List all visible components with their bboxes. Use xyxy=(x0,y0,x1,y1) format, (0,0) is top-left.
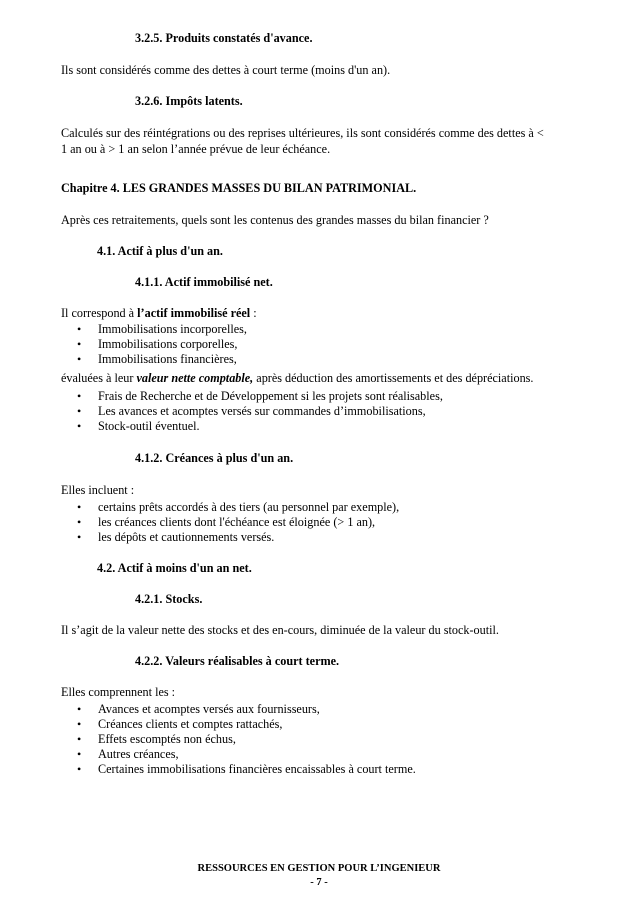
paragraph-4-2-2-intro: Elles comprennent les : xyxy=(61,685,176,699)
bullet-icon: • xyxy=(77,352,82,366)
list-actif-immobilise-extra xyxy=(61,389,443,434)
list-item: • Autres créances, xyxy=(77,747,179,761)
list-item: • Créances clients et comptes rattachés, xyxy=(77,717,283,731)
list-item: • Certaines immobilisations financières encaissables à court terme. xyxy=(77,762,416,776)
list-item: • Frais de Recherche et de Développement si les projets sont réalisables, xyxy=(77,389,443,403)
bullet-icon: • xyxy=(77,515,82,529)
bullet-icon: • xyxy=(77,389,82,403)
paragraph-3-2-6-line1: Calculés sur des réintégrations ou des reprises ultérieures, ils sont considérés comme des dettes à < xyxy=(61,126,544,140)
heading-3-2-5: 3.2.5. Produits constatés d'avance. xyxy=(135,31,313,45)
bullet-icon: • xyxy=(77,404,82,418)
list-item: • les créances clients dont l'échéance est éloignée (> 1 an), xyxy=(77,515,376,529)
list-valeurs-realisables xyxy=(61,702,416,777)
list-item: • certains prêts accordés à des tiers (au personnel par exemple), xyxy=(77,500,400,514)
chapter-title: Chapitre 4. LES GRANDES MASSES DU BILAN PATRIMONIAL. xyxy=(61,181,417,195)
bullet-icon: • xyxy=(77,717,82,731)
list-item: • Immobilisations incorporelles, xyxy=(77,322,247,336)
bullet-icon: • xyxy=(77,702,82,716)
list-item: • Immobilisations corporelles, xyxy=(77,337,238,351)
list-item: • les dépôts et cautionnements versés. xyxy=(77,530,275,544)
bullet-icon: • xyxy=(77,732,82,746)
heading-4-2: 4.2. Actif à moins d'un an net. xyxy=(97,561,252,575)
list-item: • Immobilisations financières, xyxy=(77,352,237,366)
paragraph-4-2-1: Il s’agit de la valeur nette des stocks et des en-cours, diminuée de la valeur du stock-outil. xyxy=(61,623,499,637)
list-item: • Stock-outil éventuel. xyxy=(77,419,200,433)
heading-4-2-2: 4.2.2. Valeurs réalisables à court terme. xyxy=(135,654,340,668)
footer-title: RESSOURCES EN GESTION POUR L’INGENIEUR xyxy=(197,863,441,874)
list-item: • Les avances et acomptes versés sur commandes d’immobilisations, xyxy=(77,404,426,418)
bullet-icon: • xyxy=(77,337,82,351)
chapter-intro: Après ces retraitements, quels sont les contenus des grandes masses du bilan financier ? xyxy=(61,213,489,227)
bullet-icon: • xyxy=(77,747,82,761)
paragraph-evaluation: évaluées à leur valeur nette comptable, après déduction des amortissements et des dépréciations. xyxy=(61,371,534,385)
heading-4-1: 4.1. Actif à plus d'un an. xyxy=(97,244,223,258)
heading-4-1-2: 4.1.2. Créances à plus d'un an. xyxy=(135,451,294,465)
bullet-icon: • xyxy=(77,500,82,514)
list-immobilisations xyxy=(61,322,247,367)
bullet-icon: • xyxy=(77,322,82,336)
bullet-icon: • xyxy=(77,419,82,433)
heading-4-2-1: 4.2.1. Stocks. xyxy=(135,592,203,606)
paragraph-4-1-1-intro: Il correspond à l’actif immobilisé réel : xyxy=(61,306,257,320)
list-item: • Effets escomptés non échus, xyxy=(77,732,236,746)
page-number: - 7 - xyxy=(310,877,328,888)
heading-3-2-6: 3.2.6. Impôts latents. xyxy=(135,94,243,108)
list-creances xyxy=(61,500,399,545)
heading-4-1-1: 4.1.1. Actif immobilisé net. xyxy=(135,275,273,289)
paragraph-3-2-6-line2: 1 an ou à > 1 an selon l’année prévue de leur échéance. xyxy=(61,142,331,156)
bullet-icon: • xyxy=(77,762,82,776)
bullet-icon: • xyxy=(77,530,82,544)
list-item: • Avances et acomptes versés aux fournisseurs, xyxy=(77,702,320,716)
paragraph-4-1-2-intro: Elles incluent : xyxy=(61,483,135,497)
paragraph-3-2-5: Ils sont considérés comme des dettes à court terme (moins d'un an). xyxy=(61,63,391,77)
